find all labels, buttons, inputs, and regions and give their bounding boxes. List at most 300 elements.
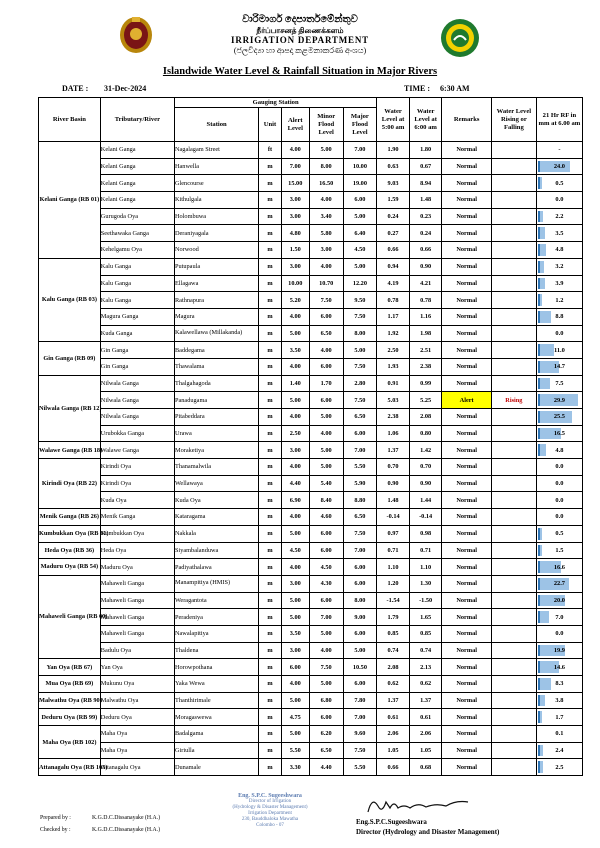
- major-cell: 9.60: [343, 726, 377, 743]
- trib-cell: Deduru Oya: [100, 709, 174, 726]
- remarks-cell: Normal: [442, 459, 491, 476]
- rainfall-value: 0.0: [555, 496, 564, 504]
- wl6-cell: 0.70: [409, 459, 442, 476]
- unit-cell: m: [259, 575, 281, 592]
- rainfall-cell: [536, 142, 582, 159]
- trib-cell: Seethawaka Ganga: [100, 225, 174, 242]
- major-cell: 7.50: [343, 358, 377, 375]
- rainfall-value: 0.0: [555, 630, 564, 638]
- trend-cell: Rising: [491, 392, 536, 409]
- rainfall-value: 3.9: [555, 279, 564, 287]
- checked-by-value: K.G.D.C.Dissanayake (H.A.): [92, 827, 161, 833]
- remarks-cell: Normal: [442, 609, 491, 626]
- rainfall-cell: [536, 559, 582, 576]
- wl6-cell: 2.51: [409, 342, 442, 359]
- major-cell: 7.80: [343, 692, 377, 709]
- minor-cell: 6.50: [309, 325, 343, 342]
- rainfall-value: 19.9: [553, 646, 565, 654]
- major-cell: 7.00: [343, 442, 377, 459]
- wl5-cell: 4.19: [377, 275, 410, 292]
- minor-cell: 8.00: [309, 158, 343, 175]
- col-rainfall: 21 Hr RF in mm at 6.00 am: [536, 98, 582, 142]
- wl6-cell: 0.85: [409, 625, 442, 642]
- unit-cell: m: [259, 175, 281, 192]
- rainfall-value: 7.0: [555, 613, 564, 621]
- minor-cell: 6.00: [309, 308, 343, 325]
- major-cell: 6.00: [343, 676, 377, 693]
- trib-cell: Gin Ganga: [100, 342, 174, 359]
- station-cell: Magura: [174, 308, 258, 325]
- alert-cell: 5.20: [281, 292, 309, 309]
- wl6-cell: 1.48: [409, 192, 442, 209]
- river-basin-cell: Gin Ganga (RB 09): [39, 342, 101, 375]
- rainfall-cell: [536, 442, 582, 459]
- major-cell: 4.50: [343, 242, 377, 259]
- major-cell: 7.50: [343, 308, 377, 325]
- station-cell: Glencourse: [174, 175, 258, 192]
- wl5-cell: 2.08: [377, 659, 410, 676]
- remarks-cell: Normal: [442, 308, 491, 325]
- trib-cell: Nilwala Ganga: [100, 375, 174, 392]
- unit-cell: m: [259, 275, 281, 292]
- alert-cell: 4.00: [281, 559, 309, 576]
- major-cell: 5.50: [343, 759, 377, 776]
- col-alert-level: Alert Level: [281, 108, 309, 142]
- major-cell: 5.00: [343, 342, 377, 359]
- major-cell: 6.00: [343, 625, 377, 642]
- rainfall-value: 22.7: [553, 580, 565, 588]
- major-cell: 6.50: [343, 509, 377, 526]
- table-row: [39, 659, 583, 676]
- wl5-cell: 0.27: [377, 225, 410, 242]
- col-minor-flood: Minor Flood Level: [309, 108, 343, 142]
- minor-cell: 4.00: [309, 342, 343, 359]
- minor-cell: 6.00: [309, 525, 343, 542]
- table-row: [39, 676, 583, 693]
- minor-cell: 4.30: [309, 575, 343, 592]
- station-cell: Baddegama: [174, 342, 258, 359]
- rainfall-cell: [536, 525, 582, 542]
- trib-cell: Kirindi Oya: [100, 475, 174, 492]
- table-row: [39, 692, 583, 709]
- unit-cell: m: [259, 525, 281, 542]
- alert-cell: 3.50: [281, 625, 309, 642]
- alert-cell: 4.00: [281, 308, 309, 325]
- river-basin-cell: Yan Oya (RB 67): [39, 659, 101, 676]
- major-cell: 6.50: [343, 409, 377, 426]
- col-major-flood: Major Flood Level: [343, 108, 377, 142]
- major-cell: 8.00: [343, 325, 377, 342]
- rainfall-value: 11.0: [553, 346, 565, 354]
- rainfall-cell: [536, 759, 582, 776]
- wl5-cell: 0.70: [377, 459, 410, 476]
- river-basin-cell: Nilwala Ganga (RB 12): [39, 375, 101, 442]
- stamp-line-1: Eng. S.P.C. Sugeeshwara: [238, 793, 302, 799]
- minor-cell: 3.00: [309, 242, 343, 259]
- table-row: [39, 592, 583, 609]
- wl6-cell: 0.71: [409, 542, 442, 559]
- wl5-cell: 1.06: [377, 425, 410, 442]
- wl5-cell: -0.14: [377, 509, 410, 526]
- remarks-cell: Normal: [442, 726, 491, 743]
- trib-cell: Mahaweli Ganga: [100, 625, 174, 642]
- alert-cell: 4.00: [281, 676, 309, 693]
- river-basin-cell: Kumbukkan Oya (RB 31): [39, 525, 101, 542]
- table-row: [39, 158, 583, 175]
- rainfall-cell: [536, 325, 582, 342]
- table-row: [39, 175, 583, 192]
- rainfall-cell: [536, 392, 582, 409]
- col-tributary: Tributary/River: [100, 98, 174, 142]
- wl5-cell: 1.20: [377, 575, 410, 592]
- minor-cell: 5.00: [309, 459, 343, 476]
- alert-cell: 3.00: [281, 208, 309, 225]
- rainfall-value: 8.8: [555, 313, 564, 321]
- station-cell: Kalawellawa (Millakanda): [174, 325, 258, 342]
- wl6-cell: 0.99: [409, 375, 442, 392]
- remarks-cell: Normal: [442, 742, 491, 759]
- remarks-cell: Normal: [442, 492, 491, 509]
- alert-cell: 5.00: [281, 325, 309, 342]
- major-cell: 2.80: [343, 375, 377, 392]
- remarks-cell: Normal: [442, 142, 491, 159]
- wl6-cell: 1.30: [409, 575, 442, 592]
- table-row: [39, 642, 583, 659]
- remarks-cell: Normal: [442, 592, 491, 609]
- rainfall-cell: [536, 592, 582, 609]
- alert-cell: 4.00: [281, 409, 309, 426]
- table-row: [39, 358, 583, 375]
- table-row: [39, 759, 583, 776]
- wl5-cell: 0.61: [377, 709, 410, 726]
- unit-cell: m: [259, 676, 281, 693]
- rainfall-cell: [536, 258, 582, 275]
- alert-cell: 3.30: [281, 759, 309, 776]
- remarks-cell: Alert: [442, 392, 491, 409]
- wl6-cell: 0.74: [409, 642, 442, 659]
- unit-cell: m: [259, 442, 281, 459]
- trib-cell: Kalu Ganga: [100, 258, 174, 275]
- major-cell: 5.90: [343, 475, 377, 492]
- minor-cell: 5.00: [309, 625, 343, 642]
- wl6-cell: 0.78: [409, 292, 442, 309]
- wl5-cell: 5.03: [377, 392, 410, 409]
- alert-cell: 5.50: [281, 742, 309, 759]
- wl5-cell: 0.71: [377, 542, 410, 559]
- header-english-title: IRRIGATION DEPARTMENT: [231, 35, 369, 45]
- station-cell: Nakkala: [174, 525, 258, 542]
- minor-cell: 4.00: [309, 425, 343, 442]
- wl6-cell: 1.44: [409, 492, 442, 509]
- minor-cell: 5.40: [309, 475, 343, 492]
- rainfall-value: 0.5: [555, 530, 564, 538]
- river-basin-cell: Walawe Ganga (RB 18): [39, 442, 101, 459]
- station-cell: Wellawaya: [174, 475, 258, 492]
- signatory-title: Director (Hydrology and Disaster Management): [356, 828, 500, 836]
- alert-cell: 3.00: [281, 192, 309, 209]
- table-row: [39, 509, 583, 526]
- trib-cell: Gin Ganga: [100, 358, 174, 375]
- wl5-cell: 2.06: [377, 726, 410, 743]
- wl6-cell: 0.62: [409, 676, 442, 693]
- trib-cell: Heda Oya: [100, 542, 174, 559]
- river-basin-cell: Heda Oya (RB 36): [39, 542, 101, 559]
- table-row: [39, 409, 583, 426]
- alert-cell: 4.00: [281, 509, 309, 526]
- river-basin-cell: Kalu Ganga (RB 03): [39, 258, 101, 341]
- river-basin-cell: Maha Oya (RB 102): [39, 726, 101, 759]
- unit-cell: m: [259, 625, 281, 642]
- wl6-cell: 0.61: [409, 709, 442, 726]
- trend-cell: [491, 742, 536, 759]
- trib-cell: Attanagalu Oya: [100, 759, 174, 776]
- rainfall-value: 1.5: [555, 546, 564, 554]
- trend-cell: [491, 759, 536, 776]
- trend-cell: [491, 225, 536, 242]
- rainfall-cell: [536, 425, 582, 442]
- trend-cell: [491, 475, 536, 492]
- table-row: [39, 342, 583, 359]
- rainfall-cell: [536, 609, 582, 626]
- wl6-cell: 0.90: [409, 258, 442, 275]
- rainfall-cell: [536, 192, 582, 209]
- table-row: [39, 392, 583, 409]
- major-cell: 7.00: [343, 542, 377, 559]
- station-cell: Manampitiya (HMIS): [174, 575, 258, 592]
- rainfall-cell: [536, 358, 582, 375]
- col-unit: Unit: [259, 108, 281, 142]
- major-cell: 5.00: [343, 258, 377, 275]
- wl6-cell: -1.50: [409, 592, 442, 609]
- header-sinhala-subtitle: (ජලවිද්‍යා හා ආපදා කළමනාකරණ අංශය): [233, 46, 367, 55]
- table-row: [39, 742, 583, 759]
- wl6-cell: 0.67: [409, 158, 442, 175]
- trend-cell: [491, 425, 536, 442]
- remarks-cell: Normal: [442, 292, 491, 309]
- unit-cell: m: [259, 425, 281, 442]
- minor-cell: 4.00: [309, 642, 343, 659]
- unit-cell: m: [259, 742, 281, 759]
- trib-cell: Kelani Ganga: [100, 192, 174, 209]
- stamp-line-2: Director of Irrigation: [248, 799, 292, 804]
- remarks-cell: Normal: [442, 659, 491, 676]
- station-cell: Norwood: [174, 242, 258, 259]
- unit-cell: m: [259, 642, 281, 659]
- major-cell: 6.00: [343, 575, 377, 592]
- remarks-cell: Normal: [442, 425, 491, 442]
- major-cell: 6.00: [343, 192, 377, 209]
- rainfall-value: 0.1: [555, 730, 564, 738]
- stamp-line-6: Colombo - 07: [256, 823, 284, 828]
- sri-lanka-emblem-icon: [118, 14, 154, 54]
- river-basin-cell: Kelani Ganga (RB 01): [39, 142, 101, 259]
- rainfall-cell: [536, 742, 582, 759]
- major-cell: 5.50: [343, 459, 377, 476]
- trib-cell: Maha Oya: [100, 742, 174, 759]
- minor-cell: 5.00: [309, 676, 343, 693]
- river-basin-cell: Malwathu Oya (RB 90): [39, 692, 101, 709]
- trend-cell: [491, 409, 536, 426]
- stamp-line-4: Irrigation Department: [248, 811, 292, 816]
- table-row: [39, 192, 583, 209]
- wl6-cell: 8.94: [409, 175, 442, 192]
- rainfall-cell: [536, 492, 582, 509]
- trend-cell: [491, 726, 536, 743]
- remarks-cell: Normal: [442, 258, 491, 275]
- rainfall-cell: [536, 158, 582, 175]
- station-cell: Kithulgala: [174, 192, 258, 209]
- station-cell: Weragantota: [174, 592, 258, 609]
- alert-cell: 6.90: [281, 492, 309, 509]
- remarks-cell: Normal: [442, 358, 491, 375]
- alert-cell: 10.00: [281, 275, 309, 292]
- station-cell: Ellagawa: [174, 275, 258, 292]
- minor-cell: 3.40: [309, 208, 343, 225]
- minor-cell: 4.50: [309, 559, 343, 576]
- wl5-cell: 0.66: [377, 759, 410, 776]
- table-row: [39, 575, 583, 592]
- trend-cell: [491, 192, 536, 209]
- table-row: [39, 625, 583, 642]
- trib-cell: Kehelgamu Oya: [100, 242, 174, 259]
- rainfall-value: -: [558, 146, 561, 154]
- trib-cell: Kuda Oya: [100, 492, 174, 509]
- rainfall-value: 4.8: [555, 246, 564, 254]
- rainfall-value: 16.6: [553, 563, 565, 571]
- wl5-cell: 0.24: [377, 208, 410, 225]
- minor-cell: 7.50: [309, 292, 343, 309]
- station-cell: Thanamalwila: [174, 459, 258, 476]
- report-title: Islandwide Water Level & Rainfall Situation in Major Rivers: [162, 66, 438, 77]
- remarks-cell: Normal: [442, 375, 491, 392]
- unit-cell: m: [259, 308, 281, 325]
- alert-cell: 5.00: [281, 609, 309, 626]
- official-stamp: [222, 793, 318, 835]
- wl5-cell: 0.63: [377, 158, 410, 175]
- table-row: [39, 459, 583, 476]
- wl6-cell: 0.90: [409, 475, 442, 492]
- minor-cell: 1.70: [309, 375, 343, 392]
- trib-cell: Kelani Ganga: [100, 158, 174, 175]
- alert-cell: 1.50: [281, 242, 309, 259]
- station-cell: Padiyathalawa: [174, 559, 258, 576]
- trend-cell: [491, 625, 536, 642]
- minor-cell: 6.00: [309, 542, 343, 559]
- wl5-cell: 1.93: [377, 358, 410, 375]
- station-cell: Pitabeddara: [174, 409, 258, 426]
- unit-cell: m: [259, 592, 281, 609]
- minor-cell: 5.00: [309, 409, 343, 426]
- rainfall-value: 0.0: [555, 196, 564, 204]
- wl5-cell: -1.54: [377, 592, 410, 609]
- station-cell: Badalgama: [174, 726, 258, 743]
- alert-cell: 4.00: [281, 459, 309, 476]
- rainfall-value: 3.2: [555, 263, 564, 271]
- rainfall-value: 2.2: [555, 213, 564, 221]
- table-row: [39, 225, 583, 242]
- minor-cell: 4.00: [309, 258, 343, 275]
- remarks-cell: Normal: [442, 542, 491, 559]
- trib-cell: Kumbukkan Oya: [100, 525, 174, 542]
- wl6-cell: 2.38: [409, 358, 442, 375]
- trend-cell: [491, 609, 536, 626]
- minor-cell: 4.00: [309, 192, 343, 209]
- table-row: [39, 542, 583, 559]
- report-header: [0, 0, 600, 58]
- wl6-cell: 1.05: [409, 742, 442, 759]
- station-cell: Nagalagam Street: [174, 142, 258, 159]
- rainfall-value: 1.7: [555, 713, 564, 721]
- remarks-cell: Normal: [442, 409, 491, 426]
- wl6-cell: 1.16: [409, 308, 442, 325]
- remarks-cell: Normal: [442, 192, 491, 209]
- unit-cell: m: [259, 475, 281, 492]
- remarks-cell: Normal: [442, 509, 491, 526]
- trend-cell: [491, 692, 536, 709]
- trend-cell: [491, 492, 536, 509]
- trib-cell: Mahaweli Ganga: [100, 609, 174, 626]
- unit-cell: m: [259, 759, 281, 776]
- alert-cell: 5.00: [281, 525, 309, 542]
- station-cell: Thawalama: [174, 358, 258, 375]
- minor-cell: 4.60: [309, 509, 343, 526]
- trib-cell: Mukunu Oya: [100, 676, 174, 693]
- minor-cell: 6.00: [309, 358, 343, 375]
- unit-cell: m: [259, 358, 281, 375]
- rainfall-cell: [536, 208, 582, 225]
- wl5-cell: 0.66: [377, 242, 410, 259]
- rainfall-value: 7.5: [555, 379, 564, 387]
- major-cell: 5.00: [343, 208, 377, 225]
- wl6-cell: 2.13: [409, 659, 442, 676]
- river-basin-cell: Mua Oya (RB 69): [39, 676, 101, 693]
- remarks-cell: Normal: [442, 175, 491, 192]
- table-row: [39, 492, 583, 509]
- unit-cell: m: [259, 242, 281, 259]
- minor-cell: 5.00: [309, 442, 343, 459]
- trend-cell: [491, 158, 536, 175]
- alert-cell: 3.50: [281, 342, 309, 359]
- rainfall-value: 0.0: [555, 329, 564, 337]
- rainfall-cell: [536, 575, 582, 592]
- alert-cell: 3.00: [281, 575, 309, 592]
- rainfall-cell: [536, 275, 582, 292]
- table-row: [39, 292, 583, 309]
- trib-cell: Maduru Oya: [100, 559, 174, 576]
- alert-cell: 5.00: [281, 726, 309, 743]
- date-value: 31-Dec-2024: [104, 84, 147, 93]
- station-cell: Peradeniya: [174, 609, 258, 626]
- wl5-cell: 2.38: [377, 409, 410, 426]
- remarks-cell: Normal: [442, 242, 491, 259]
- alert-cell: 4.40: [281, 475, 309, 492]
- remarks-cell: Normal: [442, 709, 491, 726]
- trend-cell: [491, 442, 536, 459]
- unit-cell: m: [259, 392, 281, 409]
- trend-cell: [491, 258, 536, 275]
- trend-cell: [491, 659, 536, 676]
- station-cell: Thalgahagoda: [174, 375, 258, 392]
- trend-cell: [491, 459, 536, 476]
- station-cell: Holombuwa: [174, 208, 258, 225]
- alert-cell: 3.00: [281, 258, 309, 275]
- minor-cell: 6.50: [309, 742, 343, 759]
- rainfall-value: 14.7: [553, 363, 565, 371]
- table-row: [39, 559, 583, 576]
- major-cell: 8.00: [343, 592, 377, 609]
- remarks-cell: Normal: [442, 225, 491, 242]
- trib-cell: Kirindi Oya: [100, 459, 174, 476]
